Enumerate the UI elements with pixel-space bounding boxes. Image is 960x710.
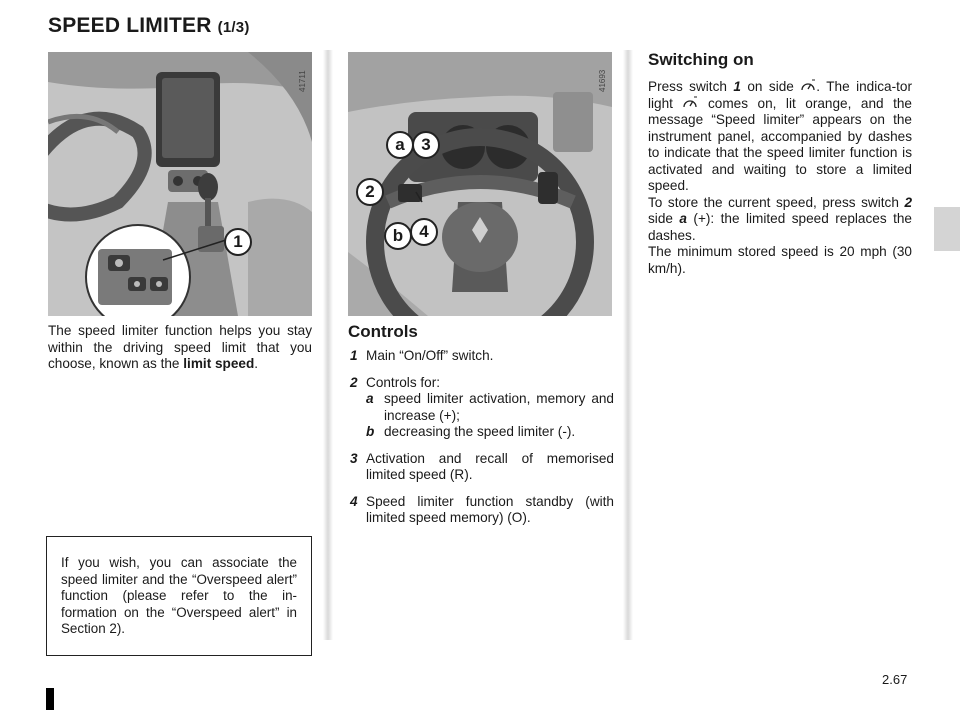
speed-limiter-indicator-icon <box>682 96 698 110</box>
list-item <box>348 348 614 365</box>
switch-number: 1 <box>733 79 741 94</box>
switching-on-text <box>648 79 912 277</box>
p2-text: side <box>648 211 680 226</box>
callout-b: b <box>384 222 412 250</box>
speed-limiter-icon <box>800 79 816 93</box>
list-item <box>348 494 614 527</box>
paragraph-1 <box>648 79 912 195</box>
callout-a: a <box>386 131 414 159</box>
switch-number: 2 <box>904 194 912 210</box>
callout-3: 3 <box>412 131 440 159</box>
switching-on-heading: Switching on <box>648 50 754 69</box>
side-letter: a <box>679 211 687 226</box>
note-text: If you wish, you can associate the speed limiter and the “Overspeed alert” function (please refer to the in-formation on the “Overspeed alert” in Section 2). <box>61 555 297 636</box>
steering-wheel-photo <box>348 52 612 316</box>
steering-wheel-illustration <box>348 52 612 316</box>
page-edge-mark <box>46 688 54 710</box>
item-number: 2 <box>350 374 358 390</box>
column-divider-left <box>323 50 333 640</box>
controls-heading: Controls <box>348 322 418 341</box>
note-box <box>46 536 312 656</box>
sub-item-letter: b <box>366 424 375 439</box>
sub-item <box>366 391 614 424</box>
paragraph-2 <box>648 195 912 245</box>
page-number: 2.67 <box>882 672 908 687</box>
p2-text: To store the current speed, press switch <box>648 194 905 210</box>
p1-text: Press switch <box>648 79 734 94</box>
sub-item-letter: a <box>366 391 374 406</box>
item-text: Main “On/Off” switch. <box>366 348 494 363</box>
sub-item-text: speed limiter activation, memory and increase (+); <box>384 391 614 423</box>
item-text: Controls for: <box>366 374 441 390</box>
item-number: 1 <box>350 348 358 363</box>
intro-bold: limit speed <box>183 356 255 371</box>
p1-text: . The indica-tor light <box>648 79 912 111</box>
callout-2: 2 <box>356 178 384 206</box>
list-item <box>348 451 614 484</box>
intro-text: The speed limiter function helps you stay within the driving speed limit that you choose, known as the <box>48 323 312 371</box>
sub-item <box>366 424 614 441</box>
list-item <box>348 375 614 441</box>
item-text: Speed limiter function standby (with limited speed memory) (O). <box>366 493 614 525</box>
section-tab <box>934 207 960 251</box>
console-illustration <box>48 52 312 316</box>
title-part: (1/3) <box>217 19 250 36</box>
item-text: Activation and recall of memorised limited speed (R). <box>366 450 614 482</box>
p1-text: on side <box>740 79 801 94</box>
intro-end: . <box>254 356 259 371</box>
callout-4: 4 <box>410 218 438 246</box>
title-main: SPEED LIMITER <box>48 14 212 37</box>
paragraph-3: The minimum stored speed is 20 mph (30 km/h). <box>648 244 912 276</box>
p1-text: comes on, lit orange, and the message “Speed limiter” appears on the instrument panel, accompanied by dashes to indicate that the speed limiter function is activated and waiting to store a limited speed. <box>648 95 912 193</box>
item-number: 3 <box>350 450 358 466</box>
console-photo <box>48 52 312 316</box>
image-ref-middle: 41693 <box>598 69 607 92</box>
image-ref-left: 41711 <box>298 70 307 92</box>
controls-list <box>348 348 614 527</box>
page-title <box>48 14 250 38</box>
item-number: 4 <box>350 493 358 509</box>
p2-text: (+): the limited speed replaces the dashes. <box>648 211 912 243</box>
sub-item-text: decreasing the speed limiter (-). <box>384 424 576 439</box>
callout-1: 1 <box>224 228 252 256</box>
intro-paragraph <box>48 323 312 373</box>
column-divider-right <box>623 50 633 640</box>
